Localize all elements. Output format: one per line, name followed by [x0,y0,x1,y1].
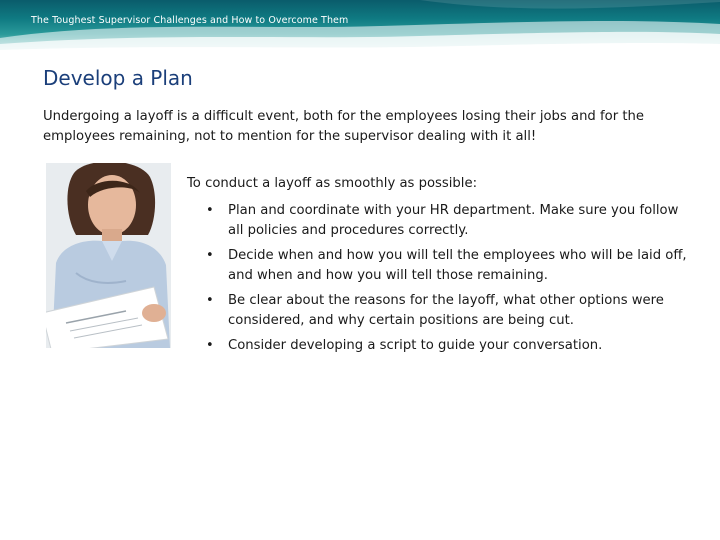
list-item-text: Plan and coordinate with your HR department. Make sure you follow all policies and procedures correctly. [228,203,679,238]
woman-reading-letter-photo [46,163,171,348]
list-item [200,336,690,356]
list-item-text: Consider developing a script to guide your conversation. [228,338,603,353]
layoff-steps-list [200,201,690,362]
list-lead-text: To conduct a layoff as smoothly as possible: [187,176,478,191]
list-item [200,291,690,330]
list-item [200,246,690,285]
header-swoosh-decoration [0,0,720,62]
bullet-icon: • [206,203,214,218]
photo-illustration [46,163,171,348]
list-item [200,201,690,240]
list-item-text: Decide when and how you will tell the employees who will be laid off, and when and how you will tell those remaining. [228,248,687,283]
header-band [0,0,720,62]
slide-heading: Develop a Plan [43,66,193,90]
bullet-icon: • [206,338,214,353]
bullet-icon: • [206,248,214,263]
bullet-icon: • [206,293,214,308]
header-title: The Toughest Supervisor Challenges and How to Overcome Them [31,15,349,26]
intro-paragraph: Undergoing a layoff is a difficult event, both for the employees losing their jobs and for the employees remaining, not to mention for the supervisor dealing with it all! [43,109,644,144]
list-item-text: Be clear about the reasons for the layoff, what other options were considered, and why certain positions are being cut. [228,293,664,328]
